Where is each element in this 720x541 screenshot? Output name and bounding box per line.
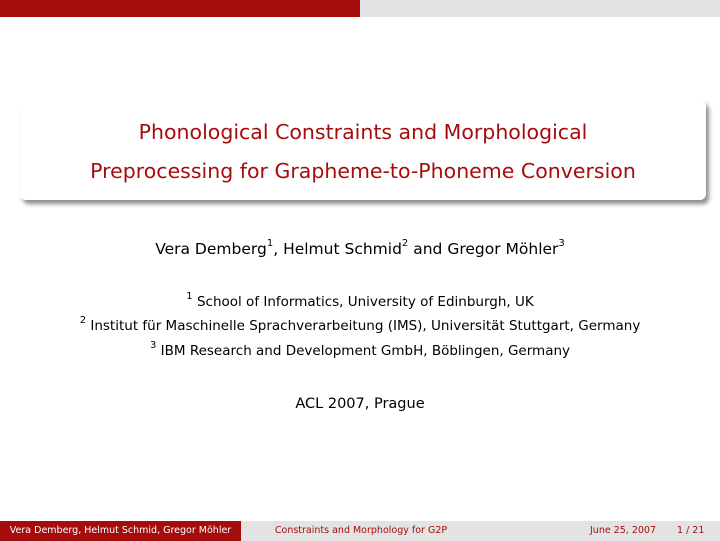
- affiliation-text: Institut für Maschinelle Sprachverarbeitung (IMS), Universität Stuttgart, Germany: [90, 318, 641, 334]
- author-name: Vera Demberg: [155, 240, 267, 258]
- author-list: [0, 237, 720, 258]
- footer-authors: Vera Demberg, Helmut Schmid, Gregor Möhler: [0, 521, 241, 541]
- title-line-2: Preprocessing for Grapheme-to-Phoneme Conversion: [90, 159, 636, 183]
- author-name: Gregor Möhler: [447, 240, 559, 258]
- footer-bar: [0, 521, 720, 541]
- affiliation-mark: 3: [558, 237, 565, 249]
- author-name: Helmut Schmid: [283, 240, 402, 258]
- affiliation-mark: 3: [149, 339, 157, 351]
- affiliation-text: IBM Research and Development GmbH, Böblingen, Germany: [160, 343, 571, 359]
- venue: ACL 2007, Prague: [295, 396, 425, 412]
- affiliation-mark: 1: [266, 237, 274, 249]
- progress-bar: [0, 0, 720, 17]
- affiliation-1: [0, 290, 720, 310]
- affiliation-2: [0, 314, 720, 334]
- affiliation-3: [0, 339, 720, 359]
- affiliation-mark: 1: [186, 290, 193, 302]
- footer-info: [481, 521, 720, 541]
- page-number: 1 / 21: [677, 525, 705, 536]
- affiliation-mark: 2: [401, 237, 409, 249]
- title-box: [20, 100, 706, 200]
- author-separator: and: [408, 240, 448, 258]
- author-separator: ,: [273, 240, 284, 258]
- affiliation-mark: 2: [79, 314, 87, 326]
- affiliation-text: School of Informatics, University of Edinburgh, UK: [196, 294, 534, 310]
- progress-fill: [0, 0, 360, 17]
- footer-date: June 25, 2007: [590, 525, 657, 536]
- title-line-1: Phonological Constraints and Morphological: [138, 120, 588, 144]
- footer-short-title: Constraints and Morphology for G2P: [241, 521, 481, 541]
